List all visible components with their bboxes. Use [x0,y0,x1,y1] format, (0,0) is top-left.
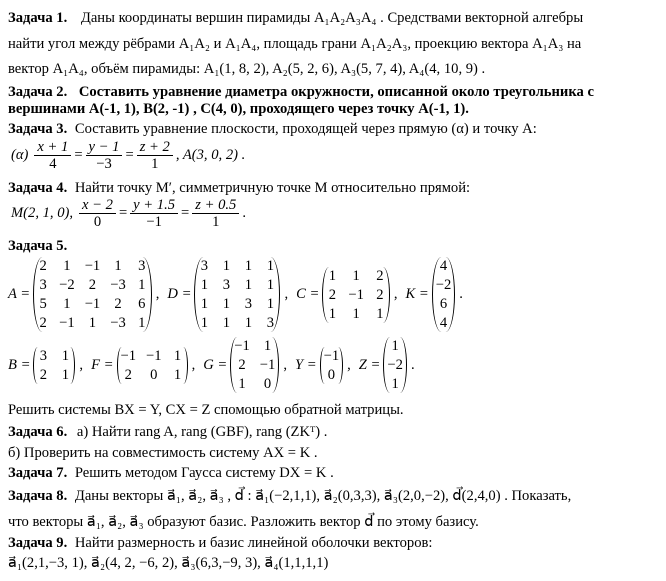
matrix-D-cell: 1 [244,277,253,293]
matrix-D-cell: 1 [222,315,231,331]
matrix-D-cell: 1 [222,258,231,274]
matrix-B-name: B = [8,356,31,373]
matrix-A-cell: 6 [138,296,146,312]
matrix-Z-cell: 1 [391,338,399,354]
matrix-row-1: A = 2 1 −1 1 3 3 −2 2 −3 1 5 1 −1 2 6 2 −1 1 −3 1 , D = 3 1 1 1 1 3 1 1 1 1 3 1 1 1 1 3 , C = 1 1 2 2 −1 2 1 1 1 , K = 4 −2 6 4 . [8,258,463,331]
task9-line1 [8,534,432,552]
matrix-D-cell: 1 [244,258,253,274]
matrix-D-cell: 1 [244,315,253,331]
matrix-A-cell: 5 [39,296,47,312]
matrix-A-cell: −1 [59,315,75,331]
matrix-K-name: K = [405,286,429,302]
task9-label: Задача 9. [8,535,68,551]
task4-frac-z: $\frac{z + 0.5}{1}$ [192,197,239,230]
task6-line-b: б) Проверить на совместимость систему AX = K . [8,445,318,461]
matrix-A [33,257,152,332]
matrix-F-cell: 2 [124,366,132,383]
task4-point: M(2, 1, 0), [11,205,74,221]
task3-label: Задача 3. [8,121,68,137]
task2-line1 [8,83,594,101]
matrix-A-cell: −2 [59,277,75,293]
task3-frac-x: $\frac{x + 1}{4}$ [34,139,71,172]
matrix-G-cell: 1 [263,338,272,354]
matrix-G [230,337,279,393]
matrix-C-cell: −1 [348,286,364,303]
task4-frac-y: $\frac{y + 1.5}{-1}$ [130,197,178,230]
task3-line1 [8,120,537,138]
matrix-B-cell: 1 [61,366,70,383]
matrix-A-name: A = [8,286,31,302]
matrix-C-cell: 1 [352,267,360,284]
task3-frac-z: $\frac{z + 2}{1}$ [137,139,173,172]
task6-a: а) Найти rang A, rang (GBF), rang (ZKᵀ) . [76,424,328,440]
matrix-G-cell: 1 [238,376,246,392]
task4-end: . [242,205,247,221]
matrix-C-name: C = [296,286,320,302]
matrix-D-cell: 3 [200,258,209,274]
task4-text: Найти точку M′, симметричную точке M относительно прямой: [74,180,471,196]
matrix-A-cell: 1 [114,258,122,274]
task4-frac-x: $\frac{x - 2}{0}$ [79,197,116,230]
task3-point: , A(3, 0, 2) . [175,147,246,163]
matrix-D-cell: 1 [200,315,209,331]
matrix-A-cell: 1 [138,315,146,331]
task8-text1: Даны векторы a⃗₁, a⃗₂, a⃗₃ , d⃗ : a⃗₁(−2,1,1), a⃗₂(0,3,3), a⃗₃(2,0,−2), d⃗(2,4,0) . Показать, [74,488,572,504]
matrix-F [117,347,188,384]
task7-text: Решить методом Гаусса систему DX = K . [74,465,334,481]
task5-label: Задача 5. [8,238,68,254]
matrix-A-cell: 2 [39,315,47,331]
task7-label: Задача 7. [8,465,68,481]
task4-line1 [8,179,470,197]
matrix-K-cell: 6 [439,296,448,312]
matrix-G-cell: −1 [259,357,276,373]
matrix-B-cell: 1 [61,347,70,364]
task1-text1: Даны координаты вершин пирамиды A₁A₂A₃A₄ . Средствами векторной алгебры [80,10,584,26]
matrix-A-cell: −3 [110,315,126,331]
task1-line3: вектор A₁A₄, объём пирамиды: A₁(1, 8, 2), A₂(5, 2, 6), A₃(5, 7, 4), A₄(4, 10, 9) . [8,61,486,77]
task4-equation: M(2, 1, 0), $\frac{x - 2}{0}$ = $\frac{y + 1.5}{-1}$ = $\frac{z + 0.5}{1}$ . [11,197,247,230]
matrix-K [432,257,456,332]
matrix-C-cell: 1 [376,305,384,322]
matrix-G-name: G = [203,356,228,373]
task3-frac-y: $\frac{y - 1}{-3}$ [86,139,123,172]
matrix-A-cell: 1 [138,277,146,293]
matrix-D-cell: 1 [200,296,209,312]
matrix-Z-name: Z = [358,356,381,373]
task9-line2: a⃗₁(2,1,−3, 1), a⃗₂(4, 2, −6, 2), a⃗₃(6,3,−9, 3), a⃗₄(1,1,1,1) [8,555,329,571]
matrix-A-cell: 2 [114,296,122,312]
task3-alpha: (α) [11,147,29,163]
matrix-A-cell: 2 [88,277,97,293]
matrix-F-cell: 1 [173,347,182,364]
matrix-C-cell: 2 [376,286,384,303]
matrix-K-cell: 4 [439,315,448,331]
matrix-D-cell: 1 [266,296,275,312]
matrix-K-cell: 4 [439,258,448,274]
task1-label: Задача 1. [8,10,68,26]
matrix-C [322,267,390,323]
matrix-G-cell: −1 [234,338,250,354]
matrix-Y-cell: −1 [323,347,340,364]
matrix-K-cell: −2 [435,277,452,293]
task8-line1 [8,487,571,505]
task9-text1: Найти размерность и базис линейной оболочки векторов: [74,535,433,551]
matrix-C-cell: 2 [376,267,384,284]
task3-equation: (α) $\frac{x + 1}{4}$ = $\frac{y - 1}{-3}$ = $\frac{z + 2}{1}$ , A(3, 0, 2) . [11,139,246,172]
matrix-G-cell: 2 [238,357,246,373]
task1-line2: найти угол между рёбрами A₁A₂ и A₁A₄, площадь грани A₁A₂A₃, проекцию вектора A₁A₃ на [8,36,582,52]
matrix-C-cell: 1 [328,305,336,322]
matrix-A-cell: 3 [138,258,146,274]
matrix-B [33,347,75,384]
matrix-F-cell: 1 [173,366,182,383]
matrix-F-cell: −1 [120,347,137,364]
matrix-A-cell: 1 [63,258,71,274]
matrix-A-cell: −1 [84,296,101,312]
matrix-A-cell: 1 [63,296,71,312]
matrix-A-cell: 3 [39,277,47,293]
task7-line [8,464,334,482]
matrix-C-cell: 1 [328,267,336,284]
matrix-row-2: B = 3 1 2 1 , F = −1 −1 1 2 0 1 , G = −1 1 2 −1 1 0 , Y = −1 0 , Z = 1 −2 1 . [8,338,415,392]
matrix-D-cell: 3 [222,277,231,293]
matrix-Y-name: Y = [294,356,317,373]
task6-label: Задача 6. [8,424,68,440]
matrix-B-cell: 3 [39,347,48,364]
matrix-D-cell: 1 [222,296,231,312]
matrix-G-cell: 0 [263,376,272,392]
matrix-F-cell: 0 [150,366,158,383]
matrix-A-cell: −1 [84,258,101,274]
matrix-Y [320,347,344,384]
task8-line2: что векторы a⃗₁, a⃗₂, a⃗₃ образуют базис. Разложить вектор d⃗ по этому базису. [8,514,479,530]
task8-label: Задача 8. [8,488,68,504]
task3-text: Составить уравнение плоскости, проходящей через прямую (α) и точку A: [74,121,537,137]
task5-solve: Решить системы BX = Y, CX = Z спомощью обратной матрицы. [8,402,404,418]
matrix-D-cell: 1 [266,258,275,274]
matrix-D [194,257,280,332]
task1-line1 [8,9,583,27]
matrix-Z-cell: 1 [391,376,399,392]
task2-text1: Составить уравнение диаметра окружности, описанной около треугольника с [78,84,594,100]
matrix-A-cell: 2 [39,258,47,274]
matrix-F-cell: −1 [146,347,162,364]
matrix-D-cell: 3 [244,296,253,312]
matrix-A-cell: 1 [88,315,97,331]
task2-line2: вершинами A(-1, 1), B(2, -1) , C(4, 0), проходящего через точку A(-1, 1). [8,101,469,117]
matrix-B-cell: 2 [39,366,48,383]
matrix-D-cell: 3 [266,315,275,331]
matrix-F-name: F = [91,356,114,373]
matrix-A-cell: −3 [110,277,126,293]
matrix-C-cell: 2 [328,286,336,303]
matrix-C-cell: 1 [352,305,360,322]
task4-label: Задача 4. [8,180,68,196]
matrix-D-cell: 1 [200,277,209,293]
task2-label: Задача 2. [8,84,68,100]
matrix-D-cell: 1 [266,277,275,293]
matrix-Y-cell: 0 [327,366,336,383]
task6-line-a [8,423,327,441]
matrix-Z-cell: −2 [387,357,403,373]
matrix-Z [383,337,407,393]
matrix-D-name: D = [167,286,192,302]
